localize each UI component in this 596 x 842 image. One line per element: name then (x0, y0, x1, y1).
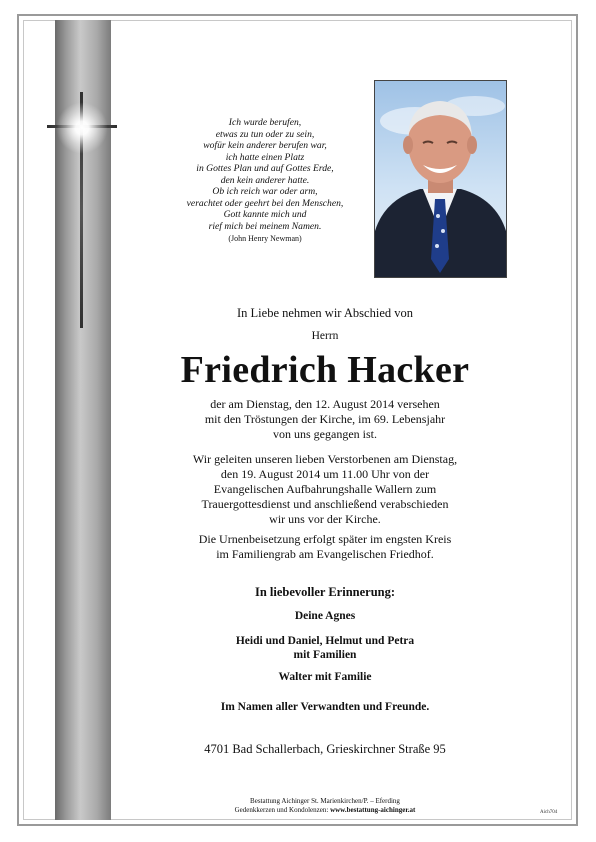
mourner-children (160, 634, 490, 662)
website-link[interactable]: www.bestattung-aichinger.at (330, 806, 416, 814)
undertaker-footer (160, 797, 490, 815)
poem-line: ich hatte einen Platz (225, 151, 305, 163)
portrait-photo (374, 80, 507, 278)
text-line: Die Urnenbeisetzung erfolgt später im engsten Kreis (198, 532, 452, 546)
poem-line: rief mich bei meinem Namen. (208, 220, 322, 232)
text-line: mit den Tröstungen der Kirche, im 69. Lebensjahr (204, 412, 446, 426)
poem-author: (John Henry Newman) (228, 234, 302, 243)
text-line: von uns gegangen ist. (273, 427, 377, 441)
text-line: mit Familien (293, 649, 357, 661)
farewell-intro: In Liebe nehmen wir Abschied von (237, 306, 413, 320)
undertaker-name: Bestattung Aichinger St. Marienkirchen/P. – Eferding (250, 797, 400, 805)
text-line: Evangelischen Aufbahrungshalle Wallern zum (213, 482, 437, 496)
cross-light-glow (56, 102, 108, 154)
text-line: wir uns vor der Kirche. (269, 512, 381, 526)
condolence-line (160, 806, 490, 815)
reference-code: Aich704 (540, 810, 558, 815)
poem-line: Ob ich reich war oder arm, (212, 186, 318, 197)
deceased-name: Friedrich Hacker (180, 349, 470, 391)
text-line: im Familiengrab am Evangelischen Friedhof. (216, 547, 434, 561)
poem-block (170, 117, 360, 245)
mourner-sibling: Walter mit Familie (278, 671, 372, 683)
text-line: den 19. August 2014 um 11.00 Uhr von der (220, 467, 430, 481)
poem-line: in Gottes Plan und auf Gottes Erde, (196, 163, 334, 174)
poem-line: verachtet oder geehrt bei den Menschen, (186, 197, 344, 209)
funeral-details (160, 452, 490, 527)
condolence-label: Gedenkkerzen und Kondolenzen: (234, 806, 331, 814)
death-announcement (160, 397, 490, 442)
text-line: Trauergottesdienst und anschließend verabschieden (201, 497, 449, 511)
mourner-spouse: Deine Agnes (294, 610, 356, 622)
portrait-illustration (375, 81, 506, 277)
text-line: Heidi und Daniel, Helmut und Petra (235, 635, 415, 647)
mourner-relatives: Im Namen aller Verwandten und Freunde. (220, 701, 430, 713)
poem-line: etwas zu tun oder zu sein, (215, 128, 315, 140)
salutation: Herrn (311, 330, 339, 342)
mourners-heading: In liebevoller Erinnerung: (254, 585, 396, 599)
poem-line: Gott kannte mich und (223, 209, 307, 220)
poem-line: den kein anderer hatte. (220, 174, 310, 186)
poem-line: Ich wurde berufen, (228, 117, 302, 128)
poem-line: wofür kein anderer berufen war, (203, 140, 327, 151)
urn-burial-details (160, 532, 490, 562)
text-line: der am Dienstag, den 12. August 2014 versehen (210, 397, 440, 411)
family-address: 4701 Bad Schallerbach, Grieskirchner Straße 95 (204, 742, 446, 756)
text-line: Wir geleiten unseren lieben Verstorbenen am Dienstag, (192, 452, 458, 466)
